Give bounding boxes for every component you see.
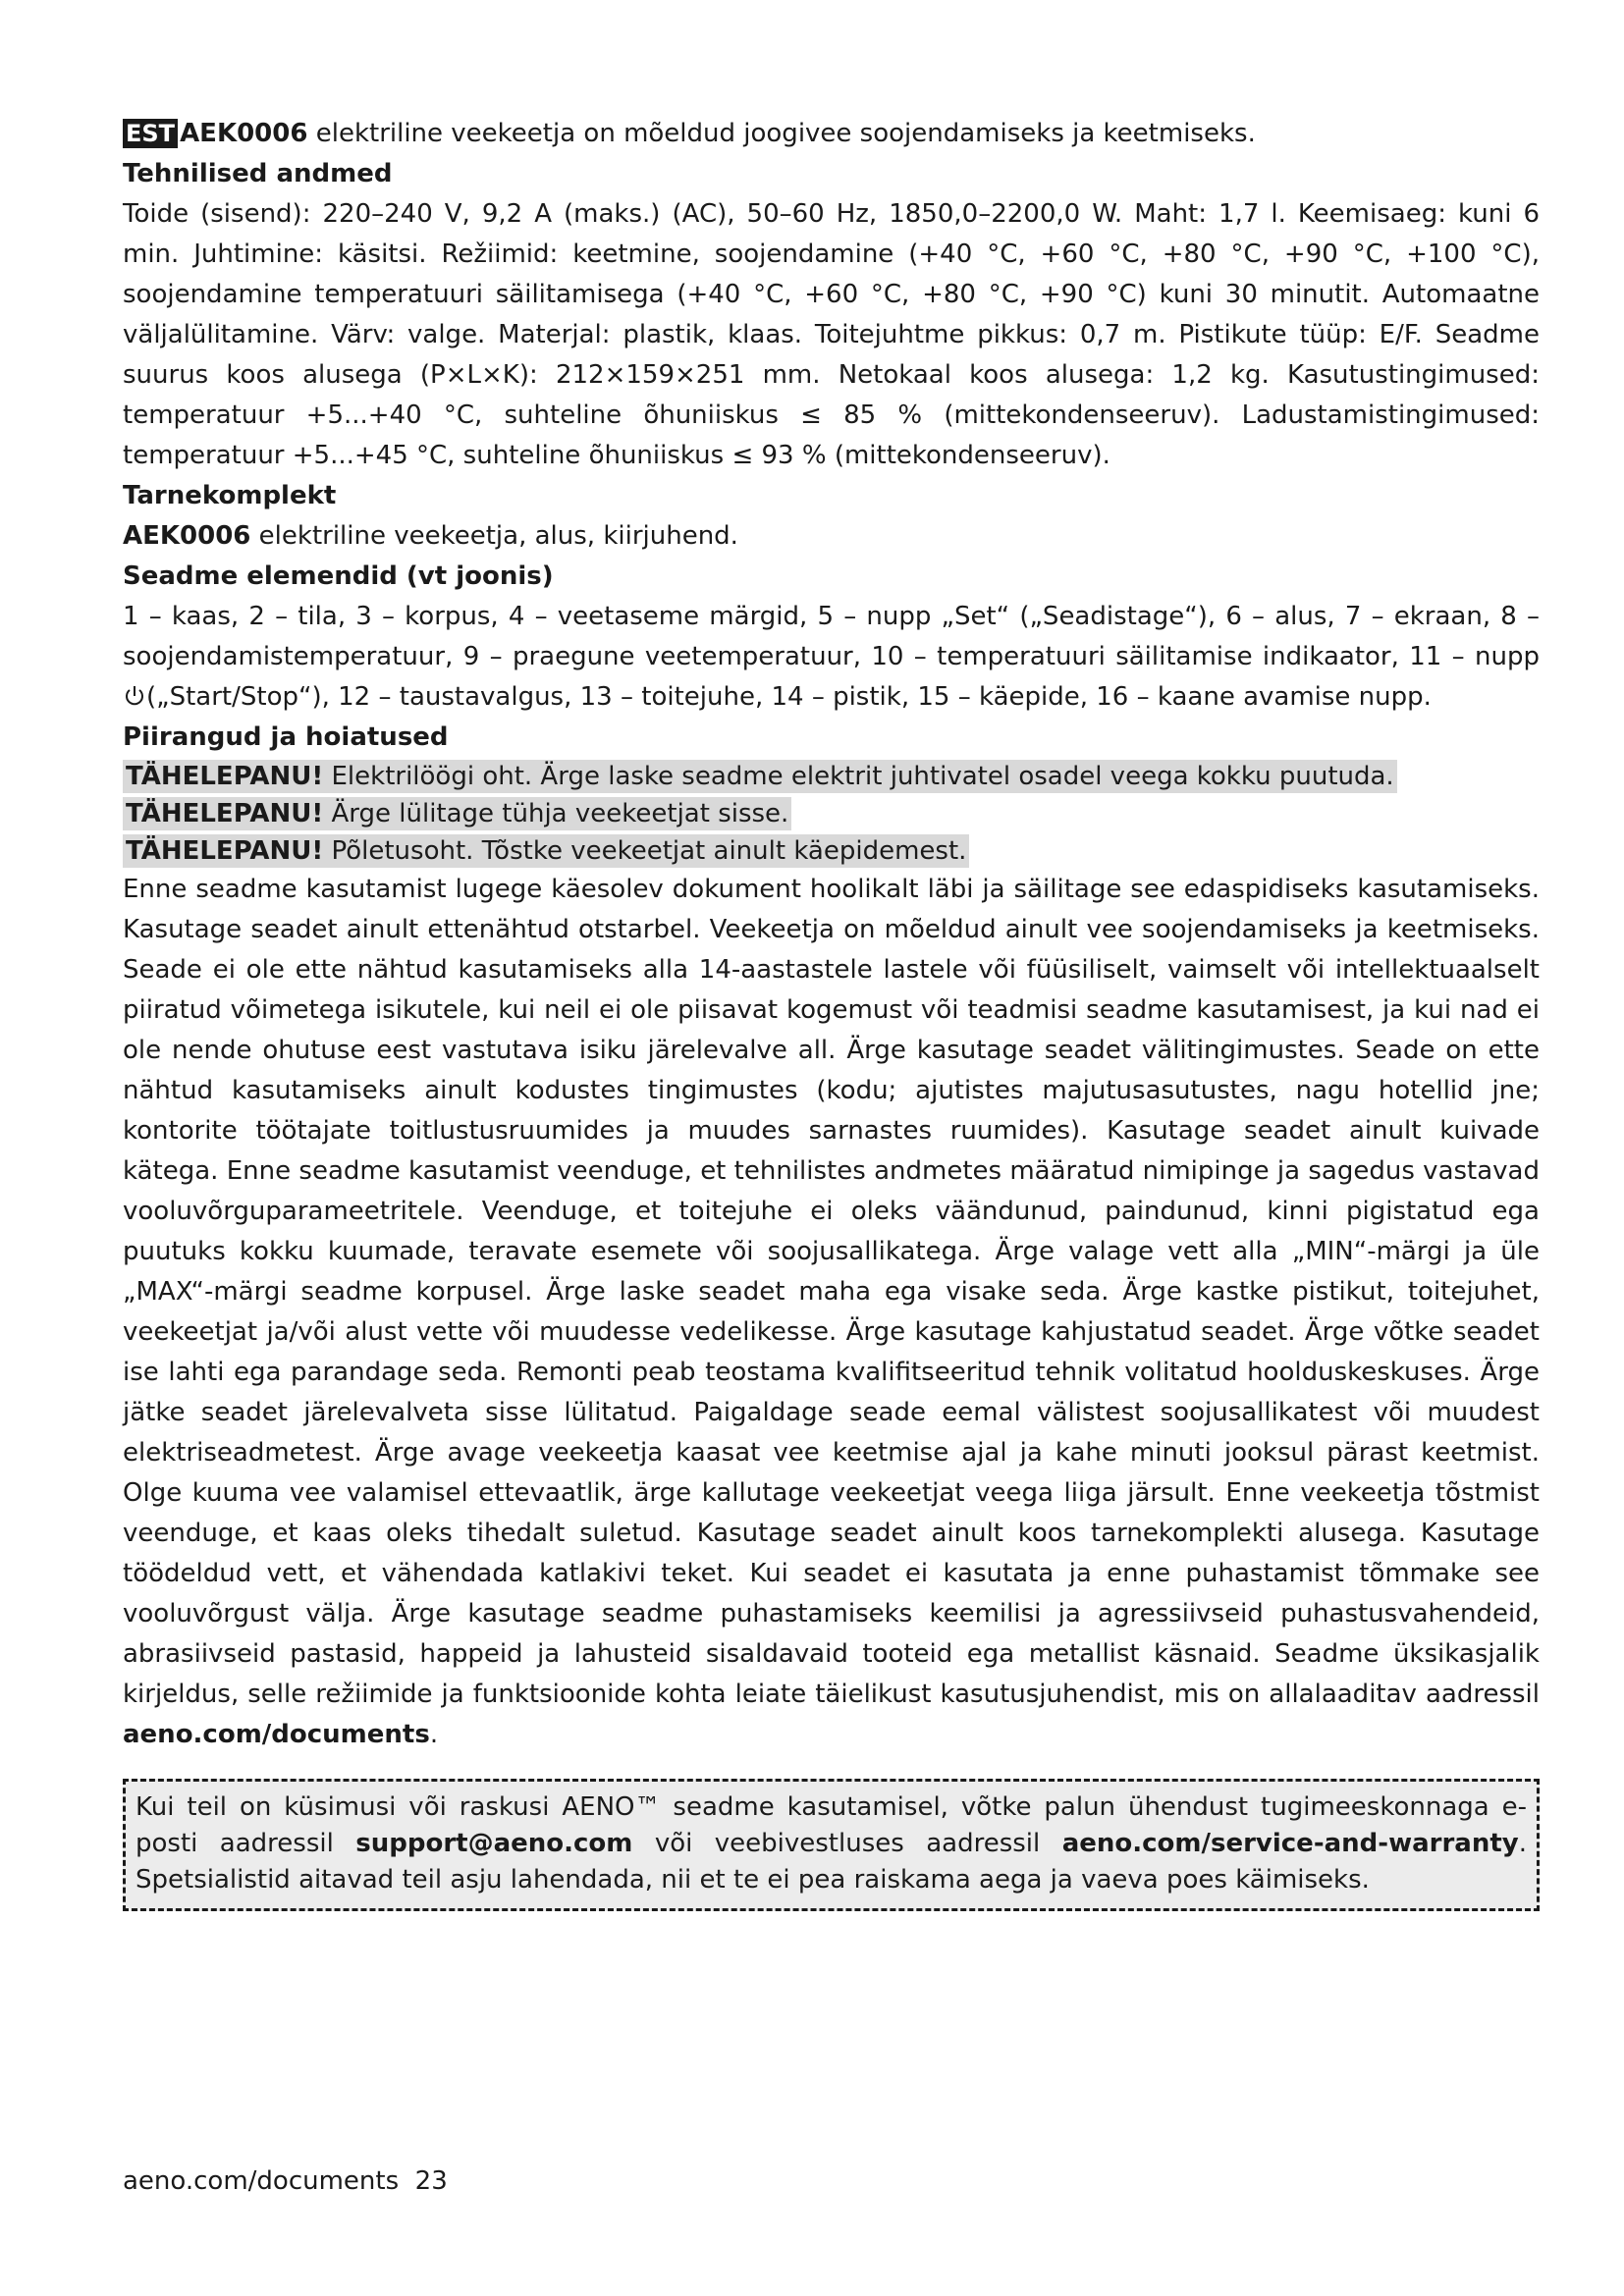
safety-body-end: .	[429, 1720, 439, 1749]
notice-text-1: Kui teil on küsimusi või raskusi AENO™ seadme kasutamisel, võtke palun ühendust tugimeeskonnaga e-posti aadressil	[135, 1792, 1527, 1858]
support-email-link[interactable]: support@aeno.com	[355, 1829, 633, 1858]
warning-label: TÄHELEPANU!	[126, 836, 324, 866]
warning-label: TÄHELEPANU!	[126, 762, 324, 791]
page-footer	[123, 2165, 448, 2197]
support-notice-text	[135, 1789, 1527, 1898]
warning-label: TÄHELEPANU!	[126, 799, 324, 828]
warning-2	[123, 795, 1540, 832]
power-icon	[123, 680, 146, 704]
page-number: 23	[414, 2166, 448, 2196]
tech-heading: Tehnilised andmed	[123, 159, 393, 188]
service-warranty-link[interactable]: aeno.com/service-and-warranty	[1061, 1829, 1519, 1858]
safety-body	[123, 870, 1540, 1755]
notice-text-3: . Spetsialistid aitavad teil asju lahendada, nii et te ei pea raiskama aega ja vaeva poes käimiseks.	[135, 1829, 1527, 1895]
documents-link[interactable]: aeno.com/documents	[123, 1720, 430, 1749]
kit-heading: Tarnekomplekt	[123, 481, 337, 510]
notice-text-2: või veebivestluses aadressil	[632, 1829, 1062, 1858]
intro-paragraph	[123, 114, 1540, 154]
kit-model: AEK0006	[123, 521, 251, 551]
elements-heading: Seadme elemendid (vt joonis)	[123, 561, 554, 591]
kit-text: elektriline veekeetja, alus, kiirjuhend.	[250, 521, 738, 551]
elements-text-1: 1 – kaas, 2 – tila, 3 – korpus, 4 – veetaseme märgid, 5 – nupp „Set“ („Seadistage“), 6 – alus, 7 – ekraan, 8 – soojendamistemperatuur, 9 – praegune veetemperatuur, 10 – temperatuuri säilitamise indikaator, 11 – nupp	[123, 602, 1540, 671]
intro-text: elektriline veekeetja on mõeldud joogivee soojendamiseks ja keetmiseks.	[307, 119, 1256, 148]
tech-text: Toide (sisend): 220–240 V, 9,2 A (maks.) (AC), 50–60 Hz, 1850,0–2200,0 W. Maht: 1,7 l. Keemisaeg: kuni 6 min. Juhtimine: käsitsi. Režiimid: keetmine, soojendamine (+40 °C, +60 °C, +80 °C, +90 °C, +100 °C), soojendamine temperatuuri säilitamisega (+40 °C, +60 °C, +80 °C, +90 °C) kuni 30 minutit. Automaatne väljalülitamine. Värv: valge. Materjal: plastik, klaas. Toitejuhtme pikkus: 0,7 m. Pistikute tüüp: E/F. Seadme suurus koos alusega (P×L×K): 212×159×251 mm. Netokaal koos alusega: 1,2 kg. Kasutustingimused: temperatuur +5...+40 °C, suhteline õhuniiskus ≤ 85 % (mittekondenseeruv). Ladustamistingimused: temperatuur +5...+45 °C, suhteline õhuniiskus ≤ 93 % (mittekondenseeruv).	[123, 199, 1540, 470]
page-content	[123, 114, 1540, 1911]
warning-text: Ärge lülitage tühja veekeetjat sisse.	[323, 799, 789, 828]
warning-1	[123, 758, 1540, 795]
footer-link[interactable]: aeno.com/documents	[123, 2166, 400, 2196]
warnings-heading: Piirangud ja hoiatused	[123, 722, 449, 752]
warning-3	[123, 832, 1540, 870]
support-notice-box	[123, 1779, 1540, 1911]
elements-text-2: („Start/Stop“), 12 – taustavalgus, 13 – toitejuhe, 14 – pistik, 15 – käepide, 16 – kaane avamise nupp.	[146, 682, 1432, 712]
warning-text: Elektrilöögi oht. Ärge laske seadme elektrit juhtivatel osadel veega kokku puutuda.	[323, 762, 1394, 791]
language-tag: EST	[123, 119, 178, 148]
kit-paragraph	[123, 516, 1540, 557]
elements-paragraph	[123, 597, 1540, 718]
safety-body-text: Enne seadme kasutamist lugege käesolev dokument hoolikalt läbi ja säilitage see edaspidiseks kasutamiseks. Kasutage seadet ainult ettenähtud otstarbel. Veekeetja on mõeldud ainult vee soojendamiseks ja keetmiseks. Seade ei ole ette nähtud kasutamiseks alla 14-aastastele lastele või füüsiliselt, vaimselt või intellektuaalselt piiratud võimetega isikutele, kui neil ei ole piisavat kogemust või teadmisi seadme kasutamisest, ja kui nad ei ole nende ohutuse eest vastutava isiku järelevalve all. Ärge kasutage seadet välitingimustes. Seade on ette nähtud kasutamiseks ainult kodustes tingimustes (kodu; ajutistes majutusasutustes, nagu hotellid jne; kontorite töötajate toitlustusruumides ja muudes sarnastes ruumides). Kasutage seadet ainult kuivade kätega. Enne seadme kasutamist veenduge, et tehnilistes andmetes määratud nimipinge ja sagedus vastavad vooluvõrguparameetritele. Veenduge, et toitejuhe ei oleks väändunud, paindunud, kinni pigistatud ega puutuks kokku kuumade, teravate esemete või soojusallikatega. Ärge valage vett alla „MIN“-märgi ja üle „MAX“-märgi seadme korpusel. Ärge laske seadet maha ega visake seda. Ärge kastke pistikut, toitejuhet, veekeetjat ja/või alust vette või muudesse vedelikesse. Ärge kasutage kahjustatud seadet. Ärge võtke seadet ise lahti ega parandage seda. Remonti peab teostama kvalifitseeritud tehnik volitatud hoolduskeskuses. Ärge jätke seadet järelevalveta sisse lülitatud. Paigaldage seade eemal välistest soojusallikatest või muudest elektriseadmetest. Ärge avage veekeetja kaasat vee keetmise ajal ja kahe minuti jooksul pärast keetmist. Olge kuuma vee valamisel ettevaatlik, ärge kallutage veekeetjat veega liiga järsult. Enne veekeetja tõstmist veenduge, et kaas oleks tihedalt suletud. Kasutage seadet ainult koos tarnekomplekti alusega. Kasutage töödeldud vett, et vähendada katlakivi teket. Kui seadet ei kasutata ja enne puhastamist tõmmake see vooluvõrgust välja. Ärge kasutage seadme puhastamiseks keemilisi ja agressiivseid puhastusvahendeid, abrasiivseid pastasid, happeid ja lahusteid sisaldavaid tooteid ega metallist käsnaid. Seadme üksikasjalik kirjeldus, selle režiimide ja funktsioonide kohta leiate täielikust kasutusjuhendist, mis on allalaaditav aadressil	[123, 875, 1540, 1709]
warning-text: Põletusoht. Tõstke veekeetjat ainult käepidemest.	[323, 836, 967, 866]
intro-model: AEK0006	[180, 119, 308, 148]
